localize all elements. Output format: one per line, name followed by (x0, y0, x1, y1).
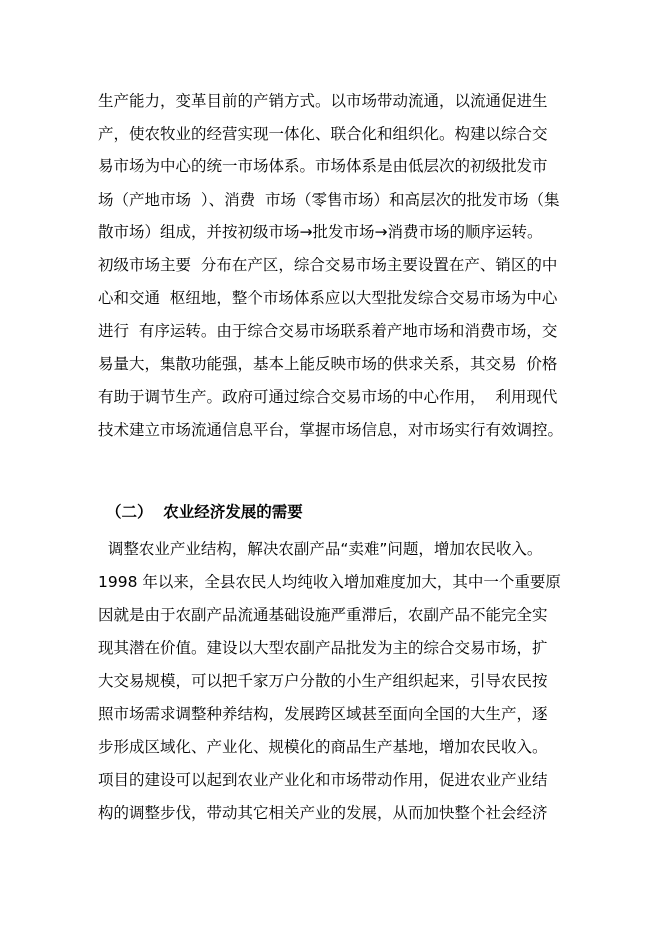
paragraph-line: 散市场）组成，并按初级市场→批发市场→消费市场的顺序运转。 (98, 223, 543, 241)
paragraph-line: 易市场为中心的统一市场体系。市场体系是由低层次的初级批发市 (98, 157, 548, 175)
paragraph-line: 易量大，集散功能强，基本上能反映市场的供求关系，其交易 价格 (98, 355, 558, 373)
paragraph-line: 进行 有序运转。由于综合交易市场联系着产地市场和消费市场，交 (98, 322, 558, 340)
paragraph-line: 现其潜在价值。建设以大型农副产品批发为主的综合交易市场，扩 (98, 639, 548, 657)
paragraph-line: 项目的建设可以起到农业产业化和市场带动作用，促进农业产业结 (98, 771, 548, 789)
paragraph-line: 步形成区域化、产业化、规模化的商品生产基地，增加农民收入。 (98, 738, 548, 756)
paragraph-line: 有助于调节生产。政府可通过综合交易市场的中心作用， 利用现代 (98, 388, 558, 406)
paragraph-line: 技术建立市场流通信息平台，掌握市场信息，对市场实行有效调控。 (98, 421, 564, 439)
paragraph-line: 大交易规模，可以把千家万户分散的小生产组织起来，引导农民按 (98, 672, 548, 690)
paragraph-line: 照市场需求调整种养结构，发展跨区域甚至面向全国的大生产，逐 (98, 705, 548, 723)
paragraph-line: 1998 年以来，全县农民人均纯收入增加难度加大，其中一个重要原 (98, 573, 561, 591)
paragraph-line: 初级市场主要 分布在产区，综合交易市场主要设置在产、销区的中 (98, 256, 558, 274)
paragraph-line: 场（产地市场 ）、消费 市场（零售市场）和高层次的批发市场（集 (98, 191, 560, 209)
paragraph-line: 心和交通 枢纽地，整个市场体系应以大型批发综合交易市场为中心 (98, 289, 558, 307)
paragraph-line: 产，使农牧业的经营实现一体化、联合化和组织化。构建以综合交 (98, 125, 548, 143)
paragraph-line: 因就是由于农副产品流通基础设施严重滞后，农副产品不能完全实 (98, 606, 548, 624)
section-heading: （二） 农业经济发展的需要 (106, 503, 303, 521)
paragraph-line: 调整农业产业结构，解决农副产品“卖难”问题，增加农民收入。 (98, 540, 543, 558)
paragraph-line: 生产能力，变革目前的产销方式。以市场带动流通，以流通促进生 (98, 92, 548, 110)
paragraph-line: 构的调整步伐，带动其它相关产业的发展，从而加快整个社会经济 (98, 804, 548, 822)
